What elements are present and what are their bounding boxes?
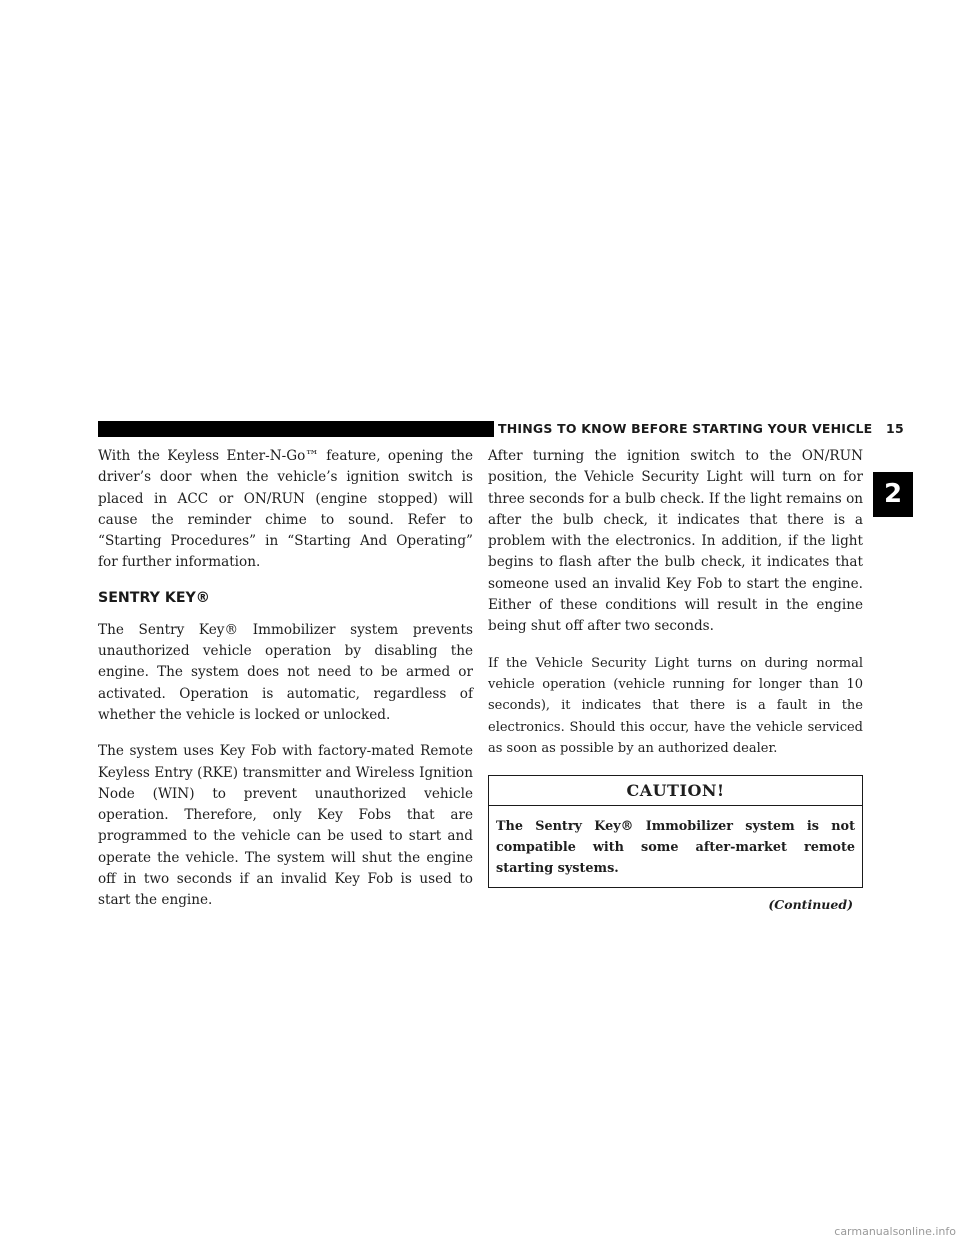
page-number: 15 [886, 421, 904, 436]
section-heading-sentry-key: SENTRY KEY® [98, 589, 210, 606]
caution-title: CAUTION! [489, 776, 862, 806]
caution-text: The Sentry Key® Immobilizer system is not compatible with some after-market remote starting systems. [496, 819, 855, 877]
right-column [488, 446, 863, 912]
caution-box [488, 775, 863, 888]
header-title: THINGS TO KNOW BEFORE STARTING YOUR VEHICLE [498, 421, 873, 436]
continued-note: (Continued) [768, 897, 853, 913]
running-header [498, 421, 904, 437]
paragraph-bulb-check: After turning the ignition switch to the ON/RUN position, the Vehicle Security Light will turn on for three seconds for a bulb check. If the light remains on after the bulb check, it indicates that there is a problem with the electronics. In addition, if the light begins to flash after the bulb check, it indicates that someone used an invalid Key Fob to start the engine. Either of these conditions will result in the engine being shut off after two seconds. [488, 448, 864, 635]
paragraph-security-light-fault: If the Vehicle Security Light turns on during normal vehicle operation (vehicle running for longer than 10 seconds), it indicates that there is a fault in the electronics. Should this occur, have the vehicle serviced as soon as possible by an authorized dealer. [488, 655, 863, 756]
left-column [98, 446, 473, 927]
header-rule-bar [98, 421, 494, 437]
paragraph-keyless-reminder: With the Keyless Enter-N-Go™ feature, opening the driver’s door when the vehicle’s ignition switch is placed in ACC or ON/RUN (engine stopped) will cause the reminder chime to sound. Refer to “Starting Procedures” in “Starting And Operating” for further information. [98, 448, 473, 571]
footer-watermark: carmanualsonline.info [834, 1225, 956, 1238]
chapter-tab: 2 [873, 472, 913, 517]
paragraph-key-fob-system: The system uses Key Fob with factory-mated Remote Keyless Entry (RKE) transmitter and Wireless Ignition Node (WIN) to prevent unauthorized vehicle operation. Therefore, only Key Fobs that are programmed to the vehicle can be used to start and operate the vehicle. The system will shut the engine off in two seconds if an invalid Key Fob is used to start the engine. [98, 743, 473, 909]
paragraph-immobilizer-intro: The Sentry Key® Immobilizer system prevents unauthorized vehicle operation by disabling the engine. The system does not need to be armed or activated. Operation is automatic, regardless of whether the vehicle is locked or unlocked. [98, 621, 473, 723]
